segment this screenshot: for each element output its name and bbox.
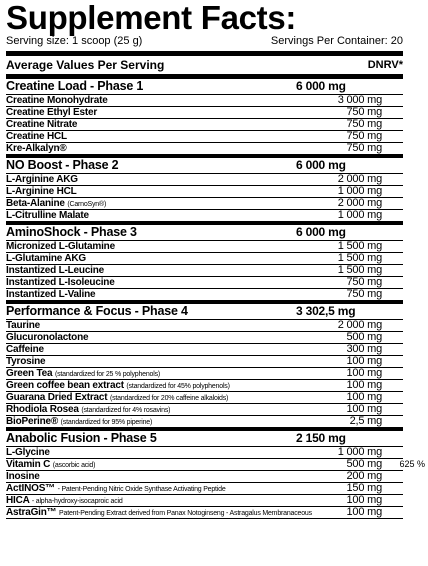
ingredient-row <box>6 404 403 416</box>
ingredient-note: (CarnoSyn®) <box>67 201 107 208</box>
ingredient-group <box>6 75 403 154</box>
ingredient-amount: 750 mg <box>346 130 382 142</box>
ingredient-row <box>6 344 403 356</box>
group-name: Creatine Load - Phase 1 <box>6 79 144 93</box>
ingredient-row <box>6 119 403 131</box>
ingredient-row <box>6 392 403 404</box>
ingredient-amount: 300 mg <box>346 343 382 355</box>
ingredient-label <box>6 95 108 106</box>
page-title: Supplement Facts: <box>6 0 297 36</box>
group-amount: 3 302,5 mg <box>296 304 356 318</box>
ingredient-amount: 2 000 mg <box>337 197 382 209</box>
ingredient-label <box>6 253 86 264</box>
average-values-label: Average Values Per Serving <box>6 58 165 72</box>
ingredient-note: (standardized for 25 % polyphenols) <box>54 371 161 378</box>
ingredient-amount: 750 mg <box>346 106 382 118</box>
group-header <box>6 225 403 241</box>
ingredient-label <box>6 119 77 130</box>
ingredient-name: Instantized L-Valine <box>6 289 96 300</box>
ingredient-label <box>6 265 104 276</box>
group-name: Performance & Focus - Phase 4 <box>6 304 188 318</box>
ingredient-amount: 1 500 mg <box>337 264 382 276</box>
ingredient-row <box>6 131 403 143</box>
ingredient-row <box>6 143 403 154</box>
ingredient-amount: 2 000 mg <box>337 319 382 331</box>
ingredient-amount: 100 mg <box>346 403 382 415</box>
ingredient-name: Kre-Alkalyn® <box>6 143 67 154</box>
ingredient-amount: 1 000 mg <box>337 185 382 197</box>
ingredient-amount: 100 mg <box>346 506 382 518</box>
group-name: Anabolic Fusion - Phase 5 <box>6 431 157 445</box>
ingredient-row <box>6 107 403 119</box>
ingredient-name: Creatine Monohydrate <box>6 95 108 106</box>
ingredient-note: - Patent-Pending Nitric Oxide Synthase Activating Peptide <box>57 486 226 493</box>
ingredient-name: Creatine Ethyl Ester <box>6 107 98 118</box>
ingredient-name: Creatine HCL <box>6 131 67 142</box>
group-amount: 6 000 mg <box>296 79 346 93</box>
group-amount: 6 000 mg <box>296 158 346 172</box>
ingredient-label <box>6 332 88 343</box>
ingredient-note: (standardized for 95% piperine) <box>60 419 153 426</box>
ingredient-name: L-Citrulline Malate <box>6 210 89 221</box>
ingredient-label <box>6 186 77 197</box>
ingredient-row <box>6 507 403 518</box>
ingredient-row <box>6 356 403 368</box>
ingredient-note: (ascorbic acid) <box>52 462 96 469</box>
ingredient-label <box>6 131 67 142</box>
ingredient-amount: 1 500 mg <box>337 252 382 264</box>
ingredient-dnrv-percent: 625 % <box>399 459 425 469</box>
ingredient-amount: 1 000 mg <box>337 209 382 221</box>
ingredient-name: Instantized L-Isoleucine <box>6 277 115 288</box>
ingredient-label <box>6 471 40 482</box>
ingredient-amount: 750 mg <box>346 288 382 300</box>
ingredient-label <box>6 447 50 458</box>
ingredient-name: Rhodiola Rosea <box>6 404 79 415</box>
ingredient-label <box>6 356 45 367</box>
ingredient-amount: 750 mg <box>346 142 382 154</box>
servings-per-container: Servings Per Container: 20 <box>270 35 403 47</box>
ingredient-row <box>6 483 403 495</box>
serving-info <box>6 35 403 48</box>
ingredient-label <box>6 483 226 495</box>
ingredient-amount: 2 000 mg <box>337 173 382 185</box>
ingredient-name: Green coffee bean extract <box>6 380 124 391</box>
ingredient-amount: 750 mg <box>346 276 382 288</box>
ingredient-label <box>6 320 40 331</box>
ingredient-amount: 500 mg <box>346 331 382 343</box>
ingredient-label <box>6 210 89 221</box>
ingredient-amount: 1 000 mg <box>337 446 382 458</box>
ingredient-name: Taurine <box>6 320 40 331</box>
ingredient-amount: 100 mg <box>346 379 382 391</box>
ingredient-amount: 1 500 mg <box>337 240 382 252</box>
ingredient-label <box>6 392 228 404</box>
ingredient-note: (standardized for 4% rosavins) <box>81 407 171 414</box>
ingredient-label <box>6 241 115 252</box>
ingredient-group <box>6 427 425 518</box>
ingredient-row <box>6 471 403 483</box>
ingredient-name: Caffeine <box>6 344 44 355</box>
ingredient-label <box>6 380 230 392</box>
group-name: AminoShock - Phase 3 <box>6 225 137 239</box>
ingredient-label <box>6 107 97 118</box>
ingredient-name: AstraGin™ <box>6 507 57 518</box>
ingredient-name: L-Arginine AKG <box>6 174 78 185</box>
ingredient-name: L-Arginine HCL <box>6 186 77 197</box>
ingredient-name: L-Glutamine AKG <box>6 253 86 264</box>
ingredient-row <box>6 95 403 107</box>
dnrv-label: DNRV* <box>367 59 403 71</box>
ingredient-row <box>6 320 403 332</box>
serving-size: Serving size: 1 scoop (25 g) <box>6 35 143 47</box>
ingredient-row <box>6 447 403 459</box>
facts-panel <box>6 51 425 519</box>
ingredient-amount: 750 mg <box>346 118 382 130</box>
ingredient-row <box>6 458 425 471</box>
ingredient-name: HICA <box>6 495 30 506</box>
ingredient-label <box>6 368 160 380</box>
ingredient-group <box>6 154 403 221</box>
ingredient-amount: 100 mg <box>346 391 382 403</box>
group-name: NO Boost - Phase 2 <box>6 158 119 172</box>
ingredient-row <box>6 380 403 392</box>
ingredient-name: Beta-Alanine <box>6 198 65 209</box>
ingredient-amount: 3 000 mg <box>337 94 382 106</box>
ingredient-label <box>6 495 123 507</box>
ingredient-row <box>6 416 403 427</box>
ingredient-name: Green Tea <box>6 368 53 379</box>
ingredient-name: ActINOS™ <box>6 483 55 494</box>
ingredient-name: Vitamin C <box>6 459 51 470</box>
ingredient-name: Guarana Dried Extract <box>6 392 108 403</box>
ingredient-name: Tyrosine <box>6 356 46 367</box>
ingredient-name: Inosine <box>6 471 40 482</box>
ingredient-amount: 100 mg <box>346 494 382 506</box>
ingredient-amount: 500 mg <box>346 458 382 470</box>
ingredient-row <box>6 265 403 277</box>
ingredient-row <box>6 277 403 289</box>
ingredient-label <box>6 344 44 355</box>
ingredient-note: Patent-Pending Extract derived from Panax Notoginseng - Astragalus Membranaceous <box>59 510 312 517</box>
ingredient-label <box>6 404 170 416</box>
panel-header <box>6 56 403 75</box>
group-header <box>6 304 403 320</box>
ingredient-groups <box>6 75 425 518</box>
group-amount: 6 000 mg <box>296 225 346 239</box>
ingredient-label <box>6 143 67 154</box>
ingredient-label <box>6 277 115 288</box>
ingredient-label <box>6 507 312 519</box>
ingredient-label <box>6 174 78 185</box>
ingredient-label <box>6 198 106 210</box>
group-amount: 2 150 mg <box>296 431 346 445</box>
group-header <box>6 431 403 447</box>
ingredient-row <box>6 368 403 380</box>
group-header <box>6 158 403 174</box>
ingredient-row <box>6 289 403 300</box>
ingredient-name: Creatine Nitrate <box>6 119 78 130</box>
ingredient-group <box>6 221 403 300</box>
ingredient-name: L-Glycine <box>6 447 50 458</box>
ingredient-amount: 100 mg <box>346 355 382 367</box>
ingredient-name: BioPerine® <box>6 416 59 427</box>
ingredient-name: Micronized L-Glutamine <box>6 241 115 252</box>
ingredient-group <box>6 300 403 427</box>
ingredient-label <box>6 416 152 428</box>
ingredient-row <box>6 210 403 221</box>
ingredient-amount: 200 mg <box>346 470 382 482</box>
ingredient-name: Glucuronolactone <box>6 332 89 343</box>
ingredient-note: (standardized for 45% polyphenols) <box>126 383 230 390</box>
ingredient-amount: 100 mg <box>346 367 382 379</box>
ingredient-row <box>6 332 403 344</box>
ingredient-label <box>6 459 95 471</box>
ingredient-label <box>6 289 95 300</box>
ingredient-note: - alpha-hydroxy-isocaproic acid <box>31 498 123 505</box>
ingredient-name: Instantized L-Leucine <box>6 265 105 276</box>
ingredient-note: (standardized for 20% caffeine alkaloids) <box>110 395 229 402</box>
ingredient-amount: 150 mg <box>346 482 382 494</box>
ingredient-amount: 2,5 mg <box>349 415 382 427</box>
group-header <box>6 79 403 95</box>
ingredient-row <box>6 495 403 507</box>
